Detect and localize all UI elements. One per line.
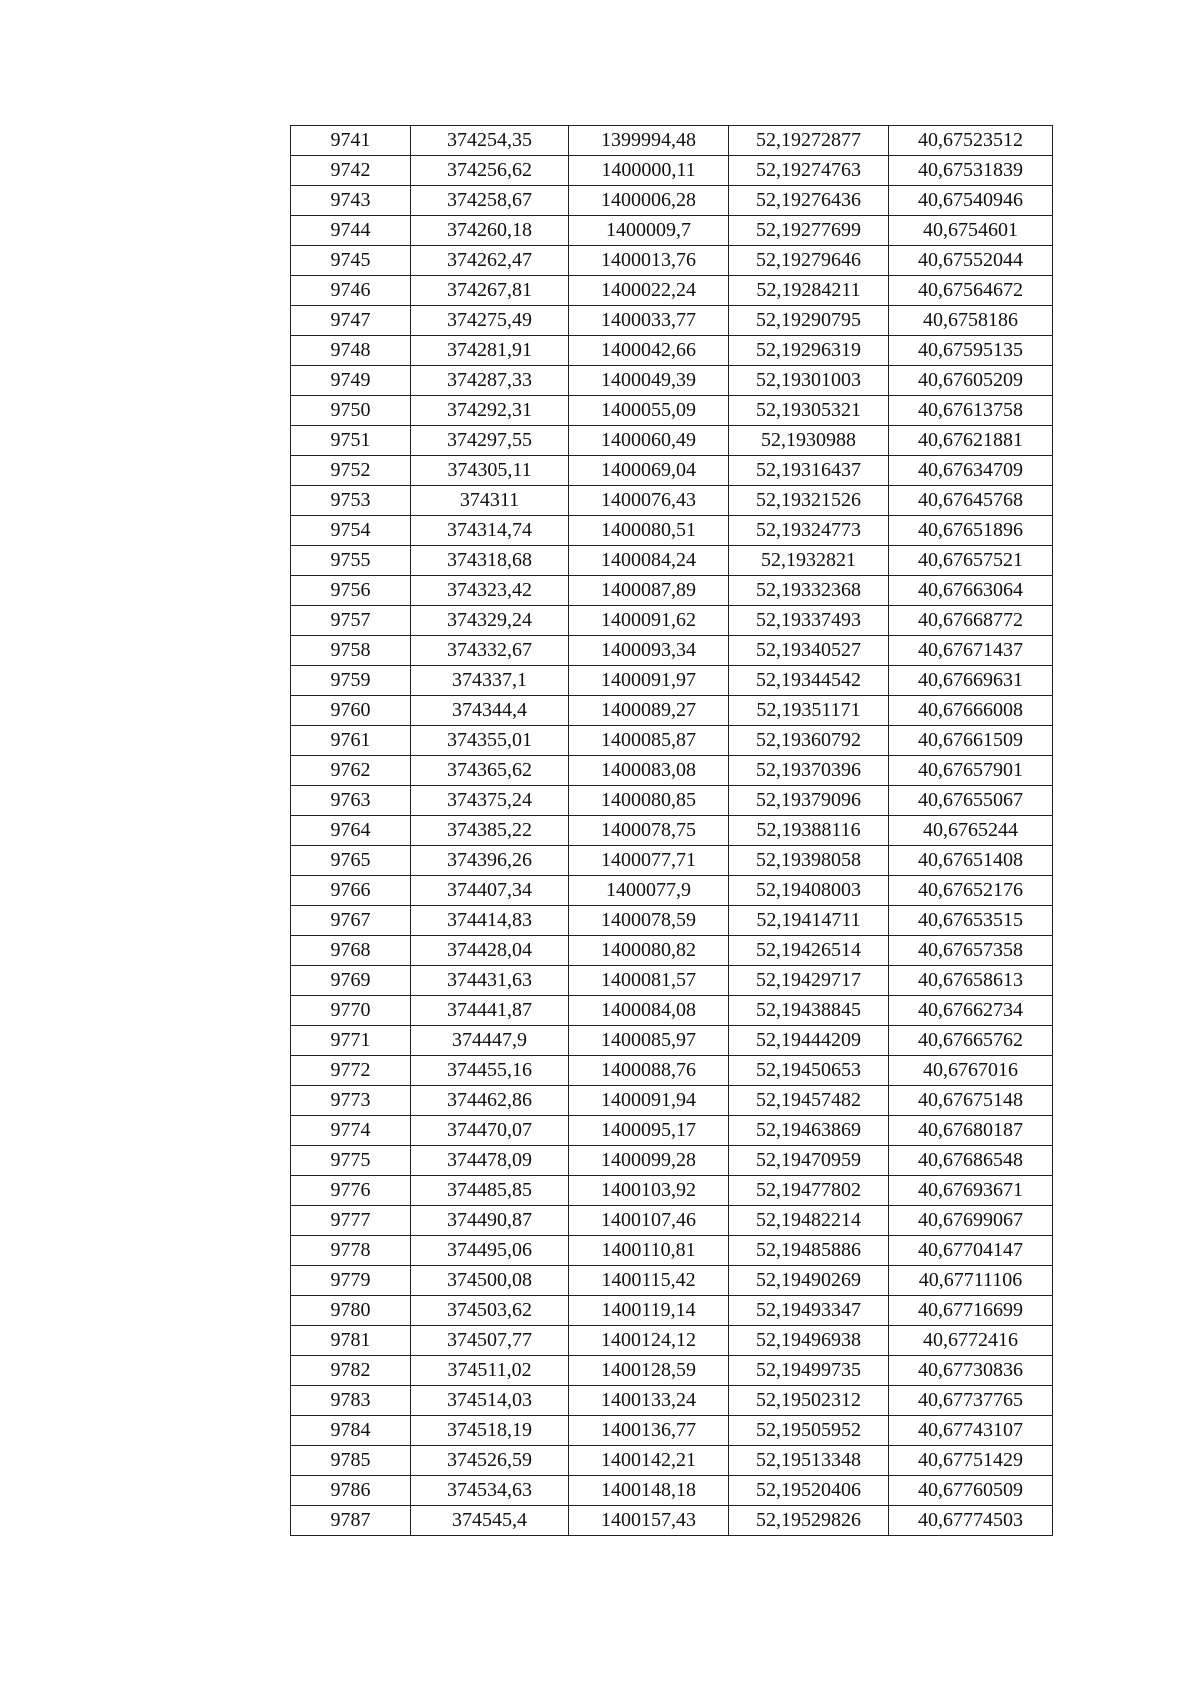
- y-coordinate-cell: 1400107,46: [569, 1206, 729, 1236]
- point-number-cell: 9742: [291, 156, 411, 186]
- table-row: [291, 1236, 1053, 1266]
- table-row: [291, 966, 1053, 996]
- y-coordinate-cell: 1400077,9: [569, 876, 729, 906]
- point-number-cell: 9763: [291, 786, 411, 816]
- y-coordinate-cell: 1400081,57: [569, 966, 729, 996]
- longitude-cell: 40,67760509: [889, 1476, 1053, 1506]
- y-coordinate-cell: 1400091,97: [569, 666, 729, 696]
- latitude-cell: 52,19290795: [729, 306, 889, 336]
- y-coordinate-cell: 1400115,42: [569, 1266, 729, 1296]
- x-coordinate-cell: 374254,35: [411, 126, 569, 156]
- x-coordinate-cell: 374262,47: [411, 246, 569, 276]
- y-coordinate-cell: 1400133,24: [569, 1386, 729, 1416]
- table-row: [291, 366, 1053, 396]
- point-number-cell: 9777: [291, 1206, 411, 1236]
- x-coordinate-cell: 374260,18: [411, 216, 569, 246]
- latitude-cell: 52,19279646: [729, 246, 889, 276]
- y-coordinate-cell: 1400069,04: [569, 456, 729, 486]
- longitude-cell: 40,67657358: [889, 936, 1053, 966]
- y-coordinate-cell: 1400089,27: [569, 696, 729, 726]
- y-coordinate-cell: 1400022,24: [569, 276, 729, 306]
- x-coordinate-cell: 374485,85: [411, 1176, 569, 1206]
- longitude-cell: 40,67564672: [889, 276, 1053, 306]
- y-coordinate-cell: 1400080,51: [569, 516, 729, 546]
- x-coordinate-cell: 374281,91: [411, 336, 569, 366]
- latitude-cell: 52,19438845: [729, 996, 889, 1026]
- y-coordinate-cell: 1400033,77: [569, 306, 729, 336]
- table-row: [291, 846, 1053, 876]
- y-coordinate-cell: 1400110,81: [569, 1236, 729, 1266]
- x-coordinate-cell: 374511,02: [411, 1356, 569, 1386]
- y-coordinate-cell: 1400084,24: [569, 546, 729, 576]
- point-number-cell: 9745: [291, 246, 411, 276]
- table-row: [291, 126, 1053, 156]
- table-row: [291, 786, 1053, 816]
- y-coordinate-cell: 1400103,92: [569, 1176, 729, 1206]
- table-row: [291, 486, 1053, 516]
- longitude-cell: 40,67652176: [889, 876, 1053, 906]
- longitude-cell: 40,67657521: [889, 546, 1053, 576]
- point-number-cell: 9746: [291, 276, 411, 306]
- longitude-cell: 40,67657901: [889, 756, 1053, 786]
- y-coordinate-cell: 1400013,76: [569, 246, 729, 276]
- y-coordinate-cell: 1400088,76: [569, 1056, 729, 1086]
- longitude-cell: 40,67693671: [889, 1176, 1053, 1206]
- longitude-cell: 40,67751429: [889, 1446, 1053, 1476]
- point-number-cell: 9766: [291, 876, 411, 906]
- latitude-cell: 52,19276436: [729, 186, 889, 216]
- longitude-cell: 40,67699067: [889, 1206, 1053, 1236]
- table-row: [291, 1086, 1053, 1116]
- longitude-cell: 40,67595135: [889, 336, 1053, 366]
- latitude-cell: 52,1930988: [729, 426, 889, 456]
- point-number-cell: 9761: [291, 726, 411, 756]
- table-row: [291, 606, 1053, 636]
- point-number-cell: 9778: [291, 1236, 411, 1266]
- latitude-cell: 52,19414711: [729, 906, 889, 936]
- table-row: [291, 1476, 1053, 1506]
- table-row: [291, 1326, 1053, 1356]
- x-coordinate-cell: 374447,9: [411, 1026, 569, 1056]
- longitude-cell: 40,6772416: [889, 1326, 1053, 1356]
- x-coordinate-cell: 374275,49: [411, 306, 569, 336]
- x-coordinate-cell: 374258,67: [411, 186, 569, 216]
- latitude-cell: 52,19499735: [729, 1356, 889, 1386]
- point-number-cell: 9764: [291, 816, 411, 846]
- longitude-cell: 40,67605209: [889, 366, 1053, 396]
- point-number-cell: 9762: [291, 756, 411, 786]
- y-coordinate-cell: 1400049,39: [569, 366, 729, 396]
- table-row: [291, 426, 1053, 456]
- x-coordinate-cell: 374267,81: [411, 276, 569, 306]
- latitude-cell: 52,19429717: [729, 966, 889, 996]
- latitude-cell: 52,19296319: [729, 336, 889, 366]
- y-coordinate-cell: 1400136,77: [569, 1416, 729, 1446]
- point-number-cell: 9771: [291, 1026, 411, 1056]
- point-number-cell: 9787: [291, 1506, 411, 1536]
- table-row: [291, 156, 1053, 186]
- y-coordinate-cell: 1400091,62: [569, 606, 729, 636]
- table-row: [291, 516, 1053, 546]
- longitude-cell: 40,6767016: [889, 1056, 1053, 1086]
- longitude-cell: 40,67653515: [889, 906, 1053, 936]
- longitude-cell: 40,67711106: [889, 1266, 1053, 1296]
- point-number-cell: 9743: [291, 186, 411, 216]
- point-number-cell: 9769: [291, 966, 411, 996]
- point-number-cell: 9785: [291, 1446, 411, 1476]
- x-coordinate-cell: 374314,74: [411, 516, 569, 546]
- longitude-cell: 40,6758186: [889, 306, 1053, 336]
- y-coordinate-cell: 1400042,66: [569, 336, 729, 366]
- point-number-cell: 9757: [291, 606, 411, 636]
- point-number-cell: 9759: [291, 666, 411, 696]
- longitude-cell: 40,67645768: [889, 486, 1053, 516]
- longitude-cell: 40,67621881: [889, 426, 1053, 456]
- point-number-cell: 9783: [291, 1386, 411, 1416]
- latitude-cell: 52,19496938: [729, 1326, 889, 1356]
- latitude-cell: 52,19388116: [729, 816, 889, 846]
- longitude-cell: 40,67666008: [889, 696, 1053, 726]
- x-coordinate-cell: 374507,77: [411, 1326, 569, 1356]
- longitude-cell: 40,67737765: [889, 1386, 1053, 1416]
- point-number-cell: 9754: [291, 516, 411, 546]
- latitude-cell: 52,19470959: [729, 1146, 889, 1176]
- latitude-cell: 52,19274763: [729, 156, 889, 186]
- x-coordinate-cell: 374337,1: [411, 666, 569, 696]
- latitude-cell: 52,19457482: [729, 1086, 889, 1116]
- longitude-cell: 40,67651408: [889, 846, 1053, 876]
- longitude-cell: 40,67668772: [889, 606, 1053, 636]
- table-row: [291, 1176, 1053, 1206]
- latitude-cell: 52,19505952: [729, 1416, 889, 1446]
- longitude-cell: 40,67671437: [889, 636, 1053, 666]
- longitude-cell: 40,67634709: [889, 456, 1053, 486]
- table-row: [291, 996, 1053, 1026]
- y-coordinate-cell: 1400095,17: [569, 1116, 729, 1146]
- longitude-cell: 40,67730836: [889, 1356, 1053, 1386]
- y-coordinate-cell: 1400080,85: [569, 786, 729, 816]
- latitude-cell: 52,19408003: [729, 876, 889, 906]
- point-number-cell: 9760: [291, 696, 411, 726]
- point-number-cell: 9765: [291, 846, 411, 876]
- longitude-cell: 40,67661509: [889, 726, 1053, 756]
- longitude-cell: 40,6754601: [889, 216, 1053, 246]
- y-coordinate-cell: 1400087,89: [569, 576, 729, 606]
- table-row: [291, 276, 1053, 306]
- longitude-cell: 40,67669631: [889, 666, 1053, 696]
- x-coordinate-cell: 374396,26: [411, 846, 569, 876]
- x-coordinate-cell: 374311: [411, 486, 569, 516]
- point-number-cell: 9741: [291, 126, 411, 156]
- x-coordinate-cell: 374534,63: [411, 1476, 569, 1506]
- point-number-cell: 9753: [291, 486, 411, 516]
- x-coordinate-cell: 374514,03: [411, 1386, 569, 1416]
- y-coordinate-cell: 1400142,21: [569, 1446, 729, 1476]
- x-coordinate-cell: 374431,63: [411, 966, 569, 996]
- point-number-cell: 9773: [291, 1086, 411, 1116]
- point-number-cell: 9758: [291, 636, 411, 666]
- longitude-cell: 40,67716699: [889, 1296, 1053, 1326]
- latitude-cell: 52,19493347: [729, 1296, 889, 1326]
- latitude-cell: 52,19444209: [729, 1026, 889, 1056]
- latitude-cell: 52,19482214: [729, 1206, 889, 1236]
- y-coordinate-cell: 1400083,08: [569, 756, 729, 786]
- latitude-cell: 52,19426514: [729, 936, 889, 966]
- x-coordinate-cell: 374297,55: [411, 426, 569, 456]
- latitude-cell: 52,19272877: [729, 126, 889, 156]
- x-coordinate-cell: 374287,33: [411, 366, 569, 396]
- longitude-cell: 40,67675148: [889, 1086, 1053, 1116]
- point-number-cell: 9752: [291, 456, 411, 486]
- longitude-cell: 40,67686548: [889, 1146, 1053, 1176]
- x-coordinate-cell: 374332,67: [411, 636, 569, 666]
- x-coordinate-cell: 374478,09: [411, 1146, 569, 1176]
- x-coordinate-cell: 374407,34: [411, 876, 569, 906]
- longitude-cell: 40,67665762: [889, 1026, 1053, 1056]
- latitude-cell: 52,19513348: [729, 1446, 889, 1476]
- latitude-cell: 52,19360792: [729, 726, 889, 756]
- x-coordinate-cell: 374329,24: [411, 606, 569, 636]
- point-number-cell: 9749: [291, 366, 411, 396]
- point-number-cell: 9751: [291, 426, 411, 456]
- table-row: [291, 1056, 1053, 1086]
- x-coordinate-cell: 374375,24: [411, 786, 569, 816]
- longitude-cell: 40,67531839: [889, 156, 1053, 186]
- point-number-cell: 9768: [291, 936, 411, 966]
- longitude-cell: 40,67743107: [889, 1416, 1053, 1446]
- table-row: [291, 546, 1053, 576]
- x-coordinate-cell: 374414,83: [411, 906, 569, 936]
- latitude-cell: 52,19351171: [729, 696, 889, 726]
- y-coordinate-cell: 1400078,59: [569, 906, 729, 936]
- y-coordinate-cell: 1400000,11: [569, 156, 729, 186]
- x-coordinate-cell: 374462,86: [411, 1086, 569, 1116]
- point-number-cell: 9767: [291, 906, 411, 936]
- latitude-cell: 52,19284211: [729, 276, 889, 306]
- longitude-cell: 40,67552044: [889, 246, 1053, 276]
- table-row: [291, 456, 1053, 486]
- x-coordinate-cell: 374292,31: [411, 396, 569, 426]
- table-row: [291, 1446, 1053, 1476]
- latitude-cell: 52,19324773: [729, 516, 889, 546]
- y-coordinate-cell: 1400093,34: [569, 636, 729, 666]
- y-coordinate-cell: 1400091,94: [569, 1086, 729, 1116]
- longitude-cell: 40,67523512: [889, 126, 1053, 156]
- point-number-cell: 9781: [291, 1326, 411, 1356]
- x-coordinate-cell: 374470,07: [411, 1116, 569, 1146]
- table-row: [291, 666, 1053, 696]
- point-number-cell: 9748: [291, 336, 411, 366]
- x-coordinate-cell: 374305,11: [411, 456, 569, 486]
- table-row: [291, 576, 1053, 606]
- point-number-cell: 9747: [291, 306, 411, 336]
- point-number-cell: 9744: [291, 216, 411, 246]
- point-number-cell: 9784: [291, 1416, 411, 1446]
- longitude-cell: 40,67540946: [889, 186, 1053, 216]
- table-row: [291, 1356, 1053, 1386]
- x-coordinate-cell: 374256,62: [411, 156, 569, 186]
- x-coordinate-cell: 374545,4: [411, 1506, 569, 1536]
- longitude-cell: 40,67774503: [889, 1506, 1053, 1536]
- latitude-cell: 52,19316437: [729, 456, 889, 486]
- x-coordinate-cell: 374490,87: [411, 1206, 569, 1236]
- latitude-cell: 52,19370396: [729, 756, 889, 786]
- y-coordinate-cell: 1400084,08: [569, 996, 729, 1026]
- table-row: [291, 306, 1053, 336]
- longitude-cell: 40,67704147: [889, 1236, 1053, 1266]
- table-row: [291, 636, 1053, 666]
- x-coordinate-cell: 374385,22: [411, 816, 569, 846]
- latitude-cell: 52,19305321: [729, 396, 889, 426]
- y-coordinate-cell: 1400078,75: [569, 816, 729, 846]
- x-coordinate-cell: 374355,01: [411, 726, 569, 756]
- latitude-cell: 52,19337493: [729, 606, 889, 636]
- latitude-cell: 52,19502312: [729, 1386, 889, 1416]
- x-coordinate-cell: 374503,62: [411, 1296, 569, 1326]
- latitude-cell: 52,19529826: [729, 1506, 889, 1536]
- x-coordinate-cell: 374428,04: [411, 936, 569, 966]
- point-number-cell: 9782: [291, 1356, 411, 1386]
- x-coordinate-cell: 374526,59: [411, 1446, 569, 1476]
- y-coordinate-cell: 1400085,97: [569, 1026, 729, 1056]
- table-row: [291, 1266, 1053, 1296]
- point-number-cell: 9776: [291, 1176, 411, 1206]
- point-number-cell: 9780: [291, 1296, 411, 1326]
- y-coordinate-cell: 1400099,28: [569, 1146, 729, 1176]
- table-row: [291, 1386, 1053, 1416]
- table-row: [291, 336, 1053, 366]
- x-coordinate-cell: 374318,68: [411, 546, 569, 576]
- table-row: [291, 1026, 1053, 1056]
- point-number-cell: 9750: [291, 396, 411, 426]
- y-coordinate-cell: 1400157,43: [569, 1506, 729, 1536]
- latitude-cell: 52,19301003: [729, 366, 889, 396]
- table-row: [291, 1146, 1053, 1176]
- table-row: [291, 876, 1053, 906]
- longitude-cell: 40,67651896: [889, 516, 1053, 546]
- x-coordinate-cell: 374500,08: [411, 1266, 569, 1296]
- latitude-cell: 52,19277699: [729, 216, 889, 246]
- table-row: [291, 1206, 1053, 1236]
- x-coordinate-cell: 374495,06: [411, 1236, 569, 1266]
- table-row: [291, 1416, 1053, 1446]
- coordinates-table-body: [291, 126, 1053, 1536]
- longitude-cell: 40,67680187: [889, 1116, 1053, 1146]
- y-coordinate-cell: 1400128,59: [569, 1356, 729, 1386]
- longitude-cell: 40,67655067: [889, 786, 1053, 816]
- y-coordinate-cell: 1400077,71: [569, 846, 729, 876]
- y-coordinate-cell: 1400148,18: [569, 1476, 729, 1506]
- table-row: [291, 1116, 1053, 1146]
- y-coordinate-cell: 1400009,7: [569, 216, 729, 246]
- longitude-cell: 40,67662734: [889, 996, 1053, 1026]
- point-number-cell: 9770: [291, 996, 411, 1026]
- y-coordinate-cell: 1400060,49: [569, 426, 729, 456]
- y-coordinate-cell: 1400119,14: [569, 1296, 729, 1326]
- point-number-cell: 9775: [291, 1146, 411, 1176]
- latitude-cell: 52,19340527: [729, 636, 889, 666]
- y-coordinate-cell: 1400055,09: [569, 396, 729, 426]
- latitude-cell: 52,19490269: [729, 1266, 889, 1296]
- point-number-cell: 9774: [291, 1116, 411, 1146]
- latitude-cell: 52,19398058: [729, 846, 889, 876]
- table-row: [291, 726, 1053, 756]
- x-coordinate-cell: 374344,4: [411, 696, 569, 726]
- x-coordinate-cell: 374455,16: [411, 1056, 569, 1086]
- table-row: [291, 1506, 1053, 1536]
- latitude-cell: 52,19463869: [729, 1116, 889, 1146]
- x-coordinate-cell: 374518,19: [411, 1416, 569, 1446]
- latitude-cell: 52,19450653: [729, 1056, 889, 1086]
- table-row: [291, 816, 1053, 846]
- table-row: [291, 1296, 1053, 1326]
- table-row: [291, 906, 1053, 936]
- table-row: [291, 936, 1053, 966]
- y-coordinate-cell: 1400076,43: [569, 486, 729, 516]
- latitude-cell: 52,19485886: [729, 1236, 889, 1266]
- longitude-cell: 40,67658613: [889, 966, 1053, 996]
- table-row: [291, 246, 1053, 276]
- point-number-cell: 9756: [291, 576, 411, 606]
- longitude-cell: 40,67613758: [889, 396, 1053, 426]
- x-coordinate-cell: 374323,42: [411, 576, 569, 606]
- y-coordinate-cell: 1400080,82: [569, 936, 729, 966]
- table-row: [291, 396, 1053, 426]
- y-coordinate-cell: 1400006,28: [569, 186, 729, 216]
- table-row: [291, 216, 1053, 246]
- y-coordinate-cell: 1400124,12: [569, 1326, 729, 1356]
- longitude-cell: 40,67663064: [889, 576, 1053, 606]
- y-coordinate-cell: 1399994,48: [569, 126, 729, 156]
- point-number-cell: 9779: [291, 1266, 411, 1296]
- latitude-cell: 52,19520406: [729, 1476, 889, 1506]
- table-row: [291, 696, 1053, 726]
- point-number-cell: 9772: [291, 1056, 411, 1086]
- latitude-cell: 52,19477802: [729, 1176, 889, 1206]
- latitude-cell: 52,19321526: [729, 486, 889, 516]
- latitude-cell: 52,19344542: [729, 666, 889, 696]
- point-number-cell: 9755: [291, 546, 411, 576]
- table-row: [291, 756, 1053, 786]
- point-number-cell: 9786: [291, 1476, 411, 1506]
- coordinates-table: [290, 125, 1053, 1536]
- y-coordinate-cell: 1400085,87: [569, 726, 729, 756]
- latitude-cell: 52,1932821: [729, 546, 889, 576]
- x-coordinate-cell: 374365,62: [411, 756, 569, 786]
- table-row: [291, 186, 1053, 216]
- latitude-cell: 52,19379096: [729, 786, 889, 816]
- x-coordinate-cell: 374441,87: [411, 996, 569, 1026]
- longitude-cell: 40,6765244: [889, 816, 1053, 846]
- latitude-cell: 52,19332368: [729, 576, 889, 606]
